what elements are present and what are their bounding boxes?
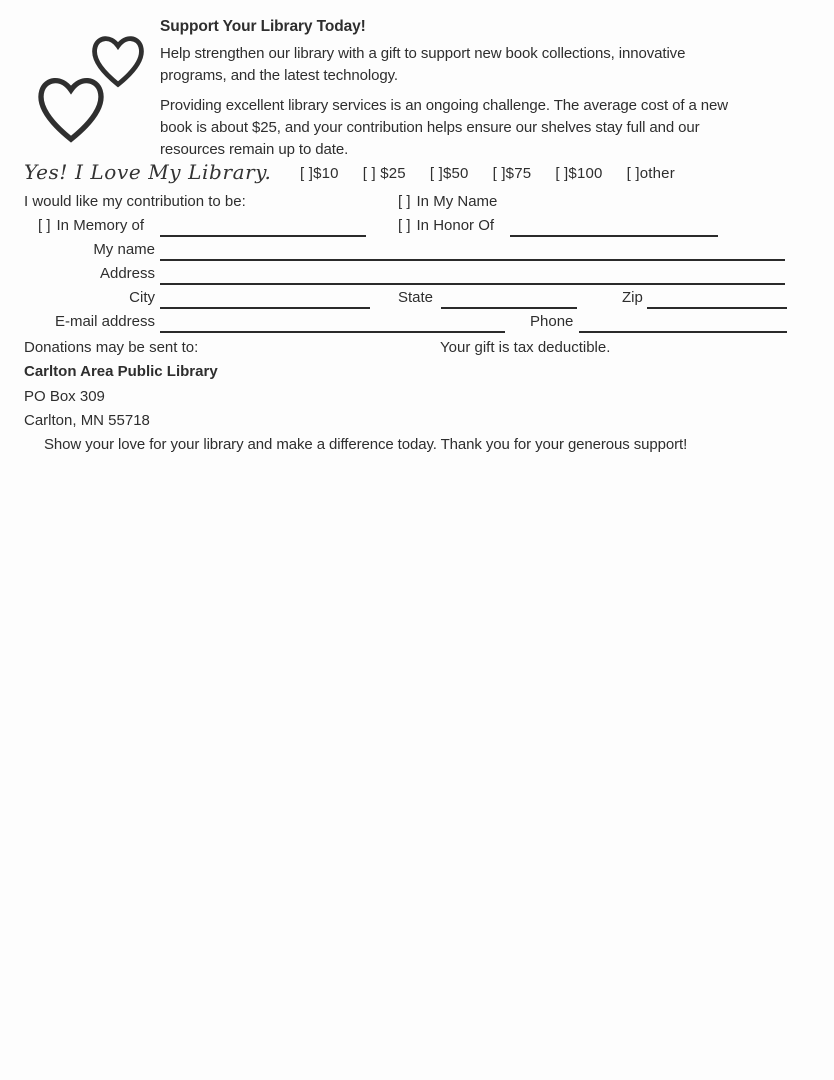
in-honor-option[interactable] — [398, 217, 494, 234]
address-label: Address — [99, 265, 155, 282]
city-label: City — [129, 289, 155, 306]
state-field[interactable] — [441, 289, 577, 309]
heart-icon-small — [86, 28, 150, 92]
donations-note: Donations may be sent to: — [24, 339, 199, 356]
in-honor-field[interactable] — [510, 217, 718, 237]
in-honor-checkbox[interactable]: [ ] — [398, 217, 411, 234]
tax-note: Your gift is tax deductible. — [440, 339, 611, 356]
in-my-name-option[interactable] — [398, 193, 497, 210]
in-my-name-label: In My Name — [416, 193, 498, 210]
paragraph-line: Help strengthen our library with a gift to support new book collections, innovative — [160, 45, 686, 62]
in-memory-checkbox[interactable]: [ ] — [38, 217, 51, 234]
amount-option-10[interactable]: [ ]$10 — [300, 165, 339, 182]
my-name-label: My name — [93, 241, 155, 258]
amount-option-100[interactable]: [ ]$100 — [555, 165, 603, 182]
in-my-name-checkbox[interactable]: [ ] — [398, 193, 411, 210]
in-honor-label: In Honor Of — [416, 217, 495, 234]
paragraph-line: programs, and the latest technology. — [160, 67, 398, 84]
zip-field[interactable] — [647, 289, 787, 309]
amount-option-50[interactable]: [ ]$50 — [429, 165, 469, 182]
intro-paragraph-2 — [160, 95, 780, 161]
closing-message: Show your love for your library and make a difference today. Thank you for your generous support! — [44, 436, 688, 453]
address-field[interactable] — [160, 265, 785, 285]
in-memory-label: In Memory of — [56, 217, 145, 234]
paragraph-line: resources remain up to date. — [160, 141, 349, 158]
amount-option-25[interactable]: [ ] $25 — [362, 165, 406, 182]
phone-field[interactable] — [579, 313, 787, 333]
email-field[interactable] — [160, 313, 505, 333]
intro-paragraph-1 — [160, 43, 760, 87]
page-title: Support Your Library Today! — [160, 18, 366, 35]
hearts-logo — [26, 22, 158, 154]
library-city-state-zip: Carlton, MN 55718 — [24, 412, 150, 429]
zip-label: Zip — [622, 289, 643, 306]
library-po-box: PO Box 309 — [24, 388, 105, 405]
amount-option-75[interactable]: [ ]$75 — [492, 165, 532, 182]
contribution-prompt: I would like my contribution to be: — [24, 193, 246, 210]
library-name: Carlton Area Public Library — [24, 363, 218, 380]
phone-label: Phone — [530, 313, 574, 330]
amount-option-other[interactable]: [ ]other — [626, 165, 675, 182]
in-memory-option[interactable] — [38, 217, 144, 234]
tagline: Yes! I Love My Library. — [24, 160, 272, 184]
paragraph-line: Providing excellent library services is an ongoing challenge. The average cost of a new — [160, 97, 729, 114]
amount-options — [300, 165, 675, 182]
email-label: E-mail address — [54, 313, 155, 330]
in-memory-field[interactable] — [160, 217, 366, 237]
city-field[interactable] — [160, 289, 370, 309]
my-name-field[interactable] — [160, 241, 785, 261]
paragraph-line: book is about $25, and your contribution helps ensure our shelves stay full and our — [160, 119, 700, 136]
state-label: State — [398, 289, 434, 306]
